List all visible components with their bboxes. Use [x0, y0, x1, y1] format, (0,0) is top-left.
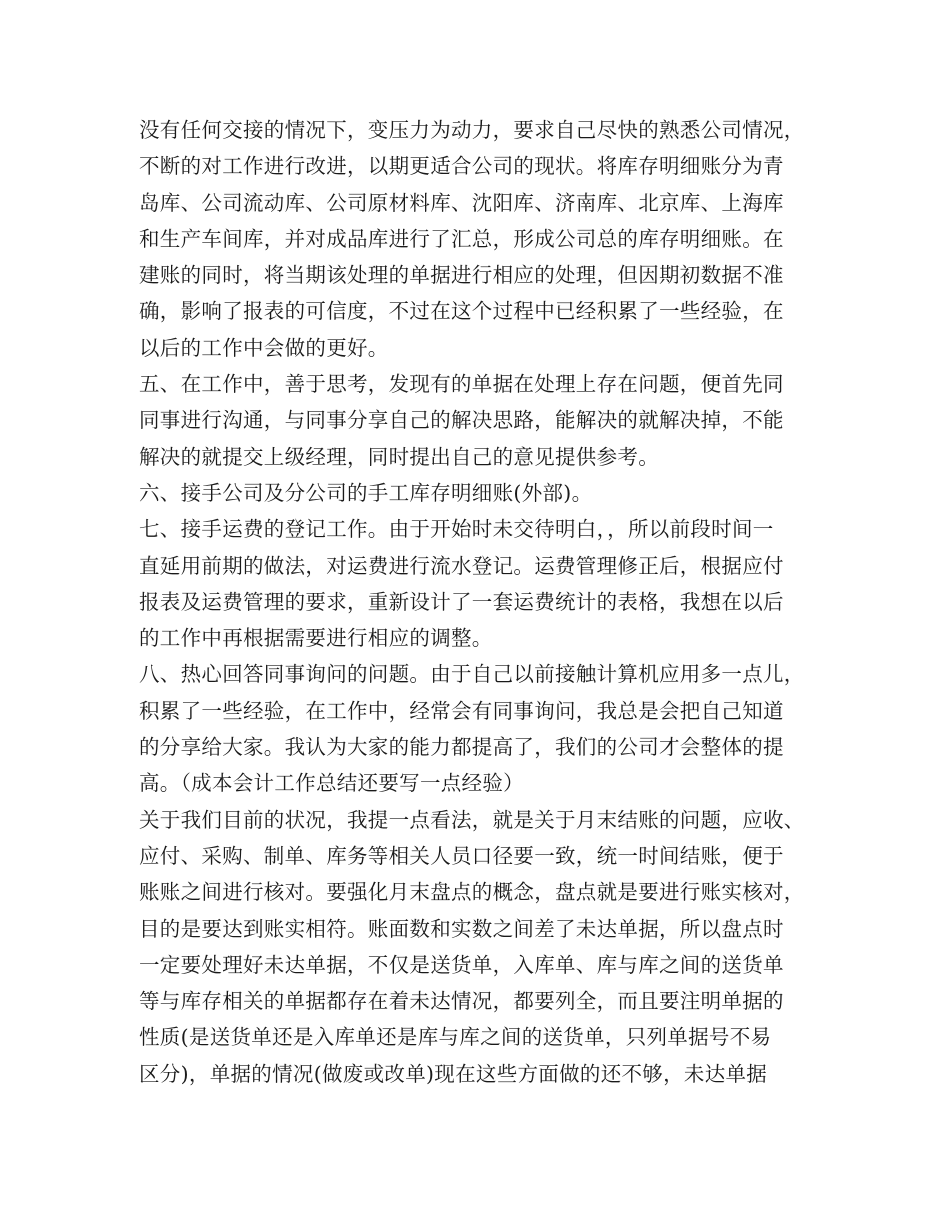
text-line: 的分享给大家。我认为大家的能力都提高了，我们的公司才会整体的提	[139, 735, 784, 760]
document-body	[139, 112, 829, 1092]
text-line: 七、接手运费的登记工作。由于开始时未交待明白，，所以前段时间一	[139, 517, 774, 542]
text-line: 等与库存相关的单据都存在着未达情况，都要列全，而且要注明单据的	[139, 989, 784, 1014]
text-line: 以后的工作中会做的更好。	[139, 335, 389, 360]
text-line: 五、在工作中，善于思考，发现有的单据在处理上存在问题，便首先同	[139, 372, 784, 397]
text-line: 八、热心回答同事询问的问题。由于自己以前接触计算机应用多一点儿，	[139, 662, 805, 687]
text-line: 区分)，单据的情况(做废或改单)现在这些方面做的还不够，未达单据	[139, 1061, 768, 1086]
text-line: 岛库、公司流动库、公司原材料库、沈阳库、济南库、北京库、上海库	[139, 190, 784, 215]
text-line: 直延用前期的做法，对运费进行流水登记。运费管理修正后，根据应付	[139, 553, 784, 578]
text-line: 积累了一些经验，在工作中，经常会有同事询问，我总是会把自己知道	[139, 698, 784, 723]
text-line: 目的是要达到账实相符。账面数和实数之间差了未达单据，所以盘点时	[139, 916, 784, 941]
text-line: 的工作中再根据需要进行相应的调整。	[139, 626, 493, 651]
text-line: 账账之间进行核对。要强化月末盘点的概念，盘点就是要进行账实核对，	[139, 880, 805, 905]
text-line: 同事进行沟通，与同事分享自己的解决思路，能解决的就解决掉，不能	[139, 408, 784, 433]
text-line: 关于我们目前的状况，我提一点看法，就是关于月末结账的问题，应收、	[139, 807, 805, 832]
text-line: 解决的就提交上级经理，同时提出自己的意见提供参考。	[139, 444, 659, 469]
text-line: 六、接手公司及分公司的手工库存明细账(外部)。	[139, 480, 593, 505]
text-line: 应付、采购、制单、库务等相关人员口径要一致，统一时间结账，便于	[139, 843, 784, 868]
text-line: 报表及运费管理的要求，重新设计了一套运费统计的表格，我想在以后	[139, 589, 784, 614]
text-line: 确，影响了报表的可信度，不过在这个过程中已经积累了一些经验，在	[139, 299, 784, 324]
text-line: 性质(是送货单还是入库单还是库与库之间的送货单，只列单据号不易	[139, 1025, 772, 1050]
text-line: 没有任何交接的情况下，变压力为动力，要求自己尽快的熟悉公司情况，	[139, 118, 805, 142]
text-line: 一定要处理好未达单据，不仅是送货单，入库单、库与库之间的送货单	[139, 952, 784, 977]
text-line: 和生产车间库，并对成品库进行了汇总，形成公司总的库存明细账。在	[139, 226, 784, 251]
text-line: 不断的对工作进行改进，以期更适合公司的现状。将库存明细账分为青	[139, 154, 784, 179]
text-line: 建账的同时，将当期该处理的单据进行相应的处理，但因期初数据不准	[139, 263, 784, 288]
text-line: 高。（成本会计工作总结还要写一点经验）	[139, 771, 524, 796]
